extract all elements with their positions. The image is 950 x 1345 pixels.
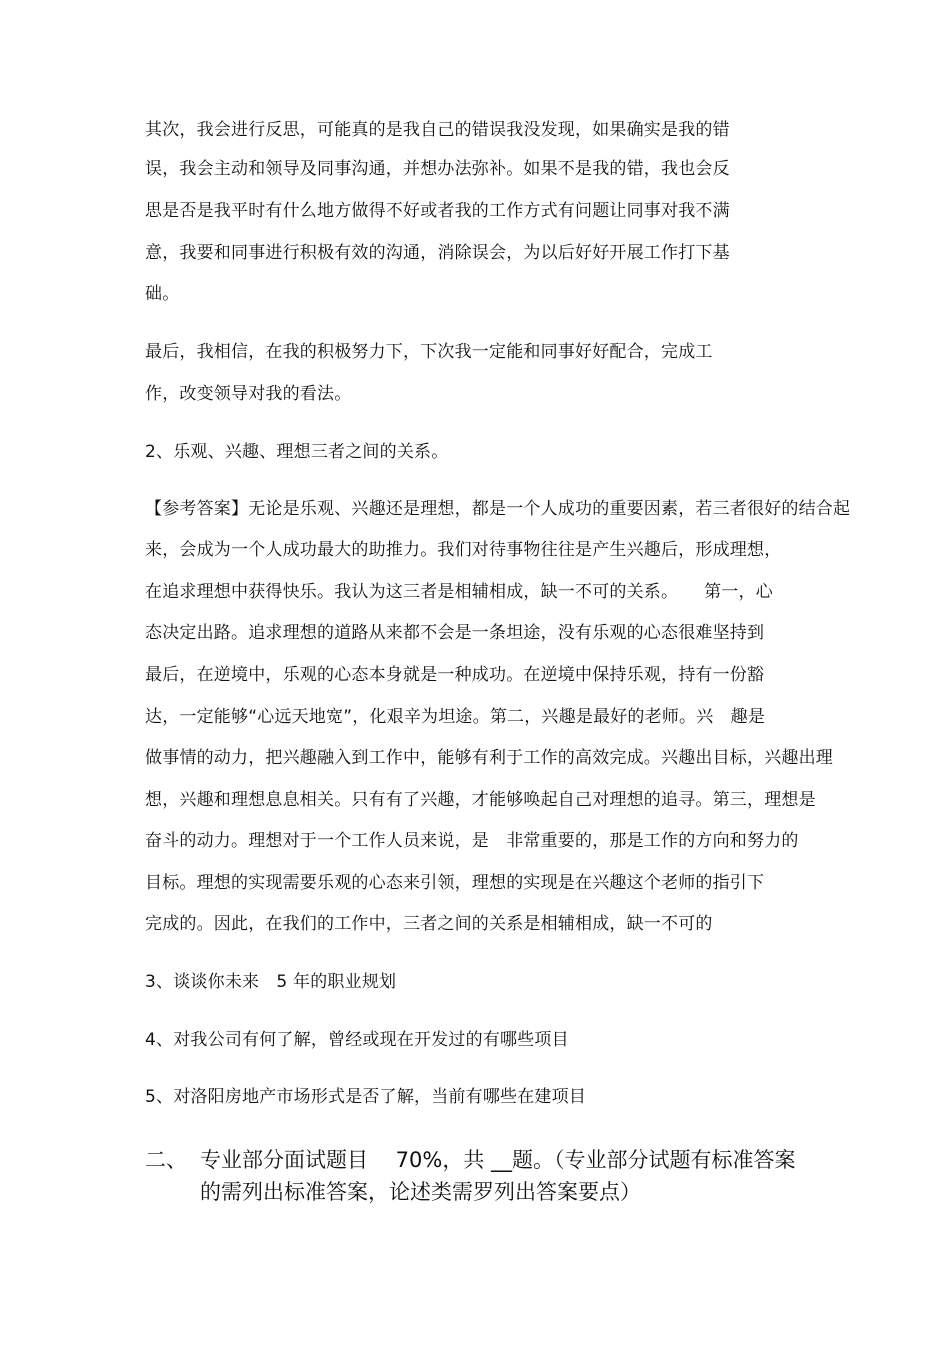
paragraph-line: 误，我会主动和领导及同事沟通，并想办法弥补。如果不是我的错，我也会反	[145, 159, 730, 179]
section-number: 二、	[145, 1148, 187, 1172]
answer-line: 最后，在逆境中，乐观的心态本身就是一种成功。在逆境中保持乐观，持有一份豁	[145, 665, 765, 685]
question-4: 4、对我公司有何了解，曾经或现在开发过的有哪些项目	[145, 1030, 569, 1050]
answer-line: 【参考答案】无论是乐观、兴趣还是理想，都是一个人成功的重要因素，若三者很好的结合起	[145, 499, 851, 519]
paragraph-line: 作，改变领导对我的看法。	[145, 384, 352, 404]
answer-line: 奋斗的动力。理想对于一个工作人员来说，是 非常重要的，那是工作的方向和努力的	[145, 831, 799, 851]
answer-line: 想，兴趣和理想息息相关。只有有了兴趣，才能够唤起自己对理想的追寻。第三，理想是	[145, 790, 816, 810]
answer-line: 达，一定能够“心远天地宽”，化艰辛为坦途。第二，兴趣是最好的老师。兴 趣是	[145, 707, 766, 727]
paragraph-line: 其次，我会进行反思，可能真的是我自己的错误我没发现，如果确实是我的错	[145, 120, 730, 140]
paragraph-line: 础。	[145, 284, 180, 304]
answer-line: 完成的。因此，在我们的工作中，三者之间的关系是相辅相成，缺一不可的	[145, 914, 713, 934]
paragraph-line: 最后，我相信，在我的积极努力下，下次我一定能和同事好好配合，完成工	[145, 342, 713, 362]
section-heading-line: 专业部分面试题目 70%，共 __题。（专业部分试题有标准答案	[200, 1148, 796, 1172]
question-3: 3、谈谈你未来 5 年的职业规划	[145, 972, 397, 992]
question-5: 5、对洛阳房地产市场形式是否了解，当前有哪些在建项目	[145, 1087, 587, 1107]
answer-line: 做事情的动力，把兴趣融入到工作中，能够有利于工作的高效完成。兴趣出目标，兴趣出理	[145, 748, 833, 768]
section-heading-line: 的需列出标准答案，论述类需罗列出答案要点）	[200, 1180, 641, 1204]
answer-line: 目标。理想的实现需要乐观的心态来引领，理想的实现是在兴趣这个老师的指引下	[145, 873, 765, 893]
answer-line: 态决定出路。追求理想的道路从来都不会是一条坦途，没有乐观的心态很难坚持到	[145, 623, 765, 643]
answer-line: 在追求理想中获得快乐。我认为这三者是相辅相成，缺一不可的关系。 第一，心	[145, 582, 773, 602]
answer-line: 来，会成为一个人成功最大的助推力。我们对待事物往往是产生兴趣后，形成理想，	[145, 540, 782, 560]
question-2: 2、乐观、兴趣、理想三者之间的关系。	[145, 442, 449, 462]
paragraph-line: 意，我要和同事进行积极有效的沟通，消除误会，为以后好好开展工作打下基	[145, 243, 730, 263]
paragraph-line: 思是否是我平时有什么地方做得不好或者我的工作方式有问题让同事对我不满	[145, 201, 730, 221]
